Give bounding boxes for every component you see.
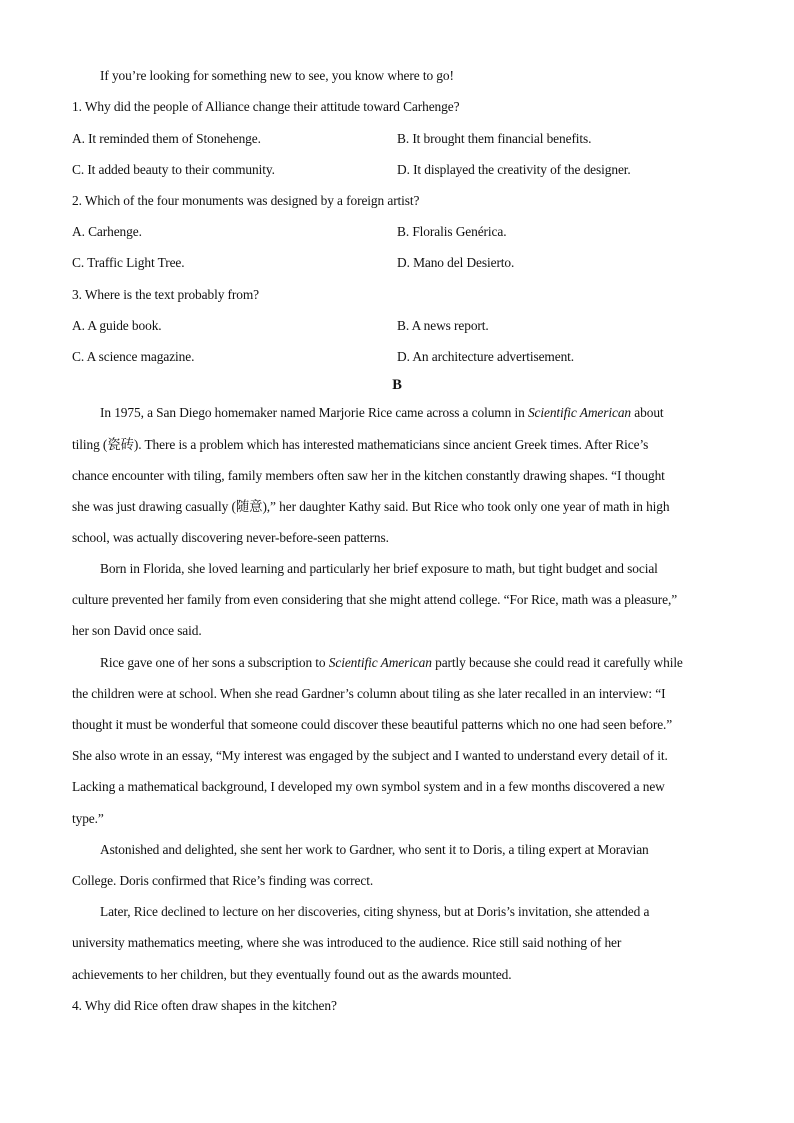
q1-option-d: D. It displayed the creativity of the designer. <box>397 162 631 177</box>
passage-line: culture prevented her family from even considering that she might attend college. “For Rice, math was a pleasure,” <box>72 592 678 607</box>
passage-line: her son David once said. <box>72 623 202 638</box>
passage-line: Born in Florida, she loved learning and particularly her brief exposure to math, but tight budget and social <box>100 561 658 576</box>
passage-line: achievements to her children, but they eventually found out as the awards mounted. <box>72 967 512 982</box>
passage-text: Rice gave one of her sons a subscription to <box>100 655 329 670</box>
question-1: 1. Why did the people of Alliance change their attitude toward Carhenge? <box>72 99 460 114</box>
passage-line <box>100 647 730 678</box>
q3-option-b: B. A news report. <box>397 318 489 333</box>
question-4: 4. Why did Rice often draw shapes in the kitchen? <box>72 998 337 1013</box>
passage-line: thought it must be wonderful that someone could discover these beautiful patterns which no one had seen before.” <box>72 717 673 732</box>
passage-line: she was just drawing casually (随意),” her daughter Kathy said. But Rice who took only one year of math in high <box>72 499 670 514</box>
passage-line: Lacking a mathematical background, I developed my own symbol system and in a few months discovered a new <box>72 779 665 794</box>
passage-line: university mathematics meeting, where she was introduced to the audience. Rice still said nothing of her <box>72 935 622 950</box>
question-2: 2. Which of the four monuments was designed by a foreign artist? <box>72 193 420 208</box>
passage-line: the children were at school. When she read Gardner’s column about tiling as she later recalled in an interview: “I <box>72 686 666 701</box>
q1-option-a: A. It reminded them of Stonehenge. <box>72 131 261 146</box>
q2-option-d: D. Mano del Desierto. <box>397 255 515 270</box>
q1-option-b: B. It brought them financial benefits. <box>397 131 592 146</box>
magazine-title: Scientific American <box>527 405 632 420</box>
passage-line: College. Doris confirmed that Rice’s finding was correct. <box>72 873 374 888</box>
q2-option-a: A. Carhenge. <box>72 224 142 239</box>
intro-line: If you’re looking for something new to see, you know where to go! <box>100 68 454 83</box>
passage-line: type.” <box>72 811 104 826</box>
passage-line: Astonished and delighted, she sent her work to Gardner, who sent it to Doris, a tiling expert at Moravian <box>100 842 649 857</box>
section-heading-b: B <box>392 377 402 393</box>
passage-line: tiling (瓷砖). There is a problem which has interested mathematicians since ancient Greek times. After Rice’s <box>72 437 649 452</box>
q3-option-d: D. An architecture advertisement. <box>397 349 575 364</box>
passage-line: She also wrote in an essay, “My interest was engaged by the subject and I wanted to understand every detail of it. <box>72 748 668 763</box>
passage-text: partly because she could read it carefully while <box>431 655 683 670</box>
passage-line <box>100 397 730 428</box>
passage-line: school, was actually discovering never-before-seen patterns. <box>72 530 389 545</box>
q3-option-a: A. A guide book. <box>72 318 162 333</box>
q1-option-c: C. It added beauty to their community. <box>72 162 275 177</box>
question-3: 3. Where is the text probably from? <box>72 287 260 302</box>
passage-text: about <box>631 405 664 420</box>
q2-option-c: C. Traffic Light Tree. <box>72 255 185 270</box>
q2-option-b: B. Floralis Genérica. <box>397 224 507 239</box>
q3-option-c: C. A science magazine. <box>72 349 195 364</box>
magazine-title: Scientific American <box>328 655 432 670</box>
passage-line: chance encounter with tiling, family members often saw her in the kitchen constantly drawing shapes. “I thought <box>72 468 665 483</box>
passage-text: In 1975, a San Diego homemaker named Marjorie Rice came across a column in <box>100 405 528 420</box>
passage-line: Later, Rice declined to lecture on her discoveries, citing shyness, but at Doris’s invitation, she attended a <box>100 904 650 919</box>
